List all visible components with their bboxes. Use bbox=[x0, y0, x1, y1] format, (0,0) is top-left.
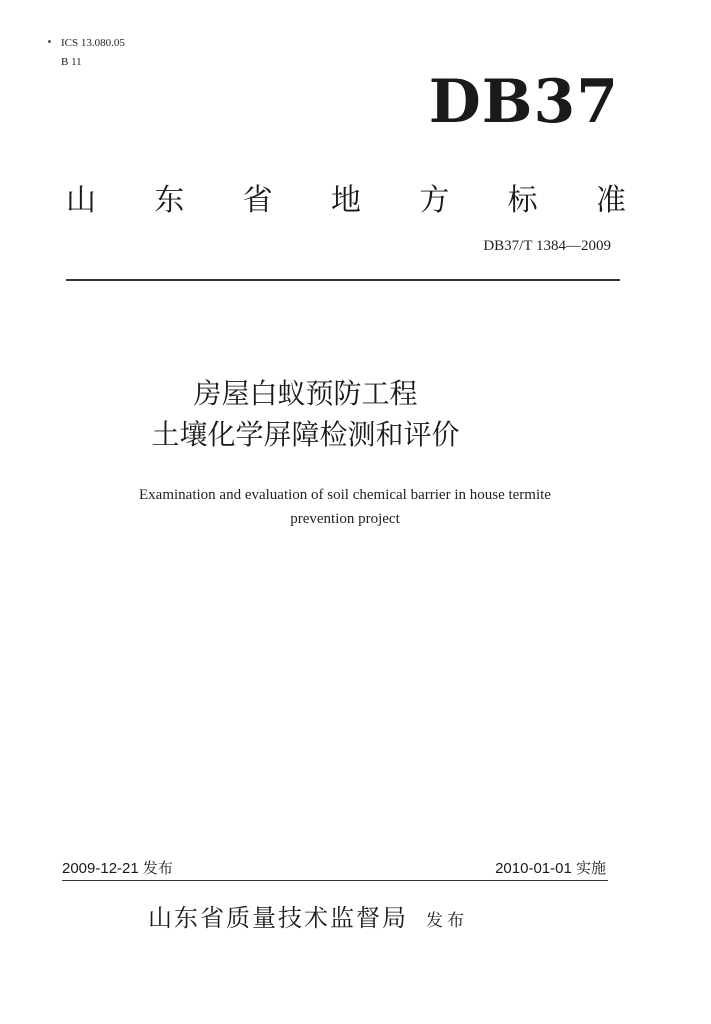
issue-date: 2009-12-21 发布 bbox=[62, 860, 173, 877]
classification-code: B 11 bbox=[61, 56, 82, 68]
heading-char: 方 bbox=[419, 183, 450, 218]
heading-char: 地 bbox=[330, 183, 361, 218]
english-title-line-2: prevention project bbox=[290, 511, 400, 527]
standard-number: DB37/T 1384—2009 bbox=[483, 238, 611, 254]
issuing-authority bbox=[148, 898, 468, 933]
heading-char: 省 bbox=[242, 183, 273, 218]
heading-char: 标 bbox=[507, 183, 538, 218]
heading-char: 准 bbox=[595, 183, 626, 218]
heading-char: 山 bbox=[66, 183, 96, 218]
chinese-title-line-1: 房屋白蚁预防工程 bbox=[193, 377, 418, 410]
chinese-title-line-2: 土壤化学屏障检测和评价 bbox=[151, 418, 460, 451]
heading-char: 东 bbox=[154, 183, 185, 218]
province-standard-heading bbox=[66, 175, 626, 219]
english-title-line-1: Examination and evaluation of soil chemical barrier in house termite bbox=[139, 487, 551, 503]
scan-dot bbox=[48, 40, 51, 43]
header-divider bbox=[66, 279, 620, 281]
implementation-date: 2010-01-01 实施 bbox=[495, 860, 606, 877]
standard-logo: DB37 bbox=[428, 67, 619, 137]
issue-label: 发布 bbox=[426, 911, 468, 931]
ics-code: ICS 13.080.05 bbox=[61, 37, 125, 49]
authority-name: 山东省质量技术监督局 bbox=[148, 904, 408, 932]
footer-divider bbox=[62, 880, 608, 881]
